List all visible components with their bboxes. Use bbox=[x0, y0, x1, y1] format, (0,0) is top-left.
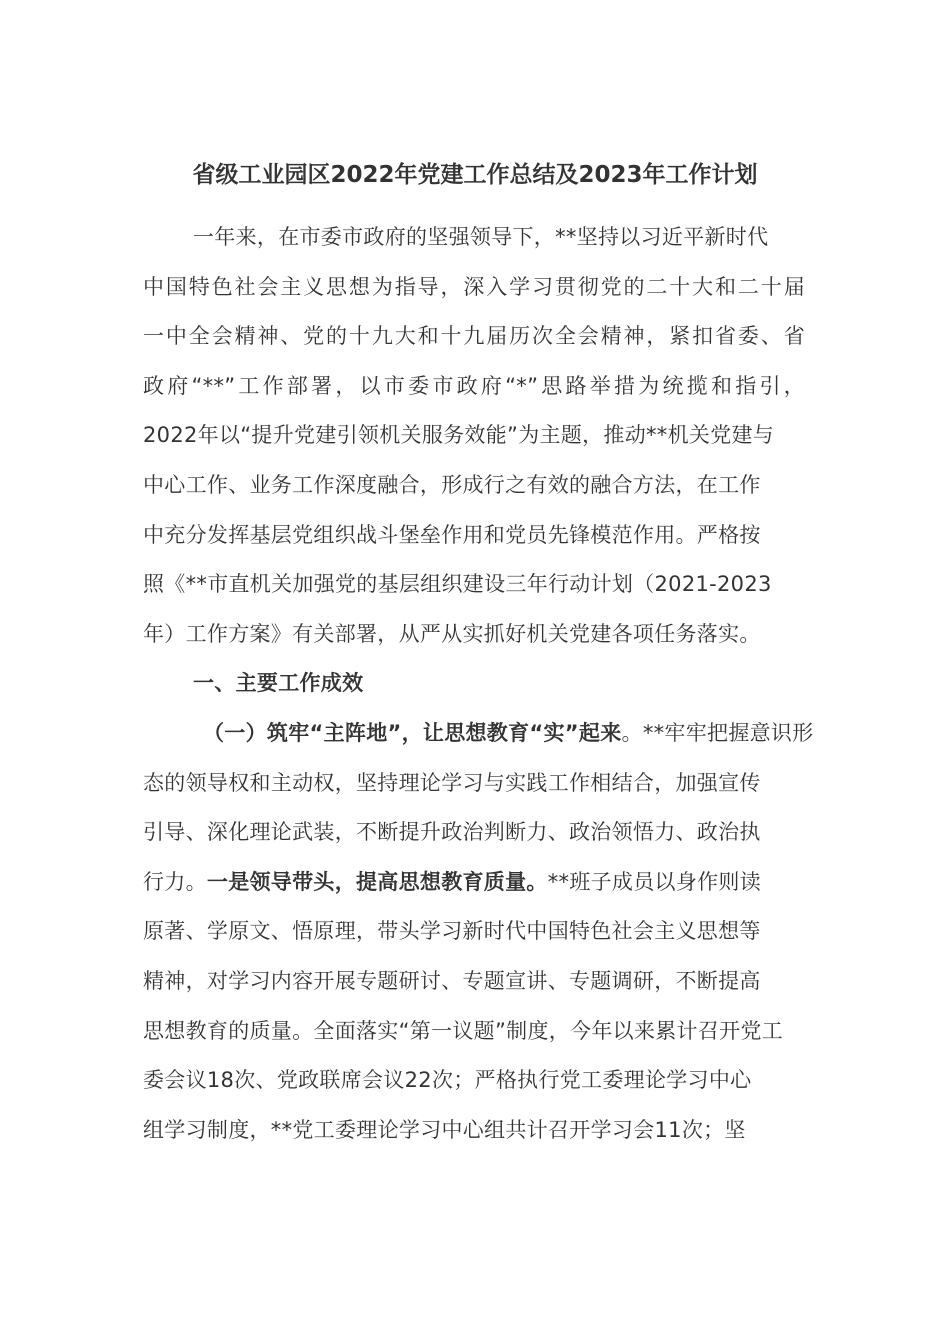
subsection-heading: （一）筑牢“主阵地”，让思想教育“实”起来 bbox=[203, 720, 622, 745]
paragraph-line: 组学习制度，**党工委理论学习中心组共计召开学习会11次；坚 bbox=[143, 1117, 746, 1142]
paragraph-line: 照《**市直机关加强党的基层组织建设三年行动计划（2021-2023 bbox=[143, 572, 772, 597]
paragraph-line: 精神，对学习内容开展专题研讨、专题宣讲、专题调研，不断提高 bbox=[143, 968, 761, 993]
paragraph-line: 2022年以“提升党建引领机关服务效能”为主题，推动**机关党建与 bbox=[143, 423, 775, 448]
paragraph-line: 年）工作方案》有关部署，从严从实抓好机关党建各项任务落实。 bbox=[143, 621, 761, 646]
document-title: 省级工业园区2022年党建工作总结及2023年工作计划 bbox=[192, 162, 758, 188]
subsection-text: 。**牢牢把握意识形 bbox=[621, 720, 814, 745]
paragraph-line bbox=[143, 858, 805, 908]
paragraph-line: 原著、学原文、悟原理，带头学习新时代中国特色社会主义思想等 bbox=[143, 919, 761, 944]
paragraph-line: 委会议18次、党政联席会议22次；严格执行党工委理论学习中心 bbox=[143, 1068, 752, 1093]
section-heading: 一、主要工作成效 bbox=[193, 671, 364, 696]
paragraph-line: 态的领导权和主动权，坚持理论学习与实践工作相结合，加强宣传 bbox=[143, 770, 761, 795]
paragraph-line: 一中全会精神、党的十九大和十九届历次全会精神，紧扣省委、省 bbox=[143, 324, 805, 349]
paragraph-line: 引导、深化理论武装，不断提升政治判断力、政治领悟力、政治执 bbox=[143, 820, 761, 845]
document-body bbox=[143, 213, 814, 1155]
paragraph-line: 中国特色社会主义思想为指导，深入学习贯彻党的二十大和二十届 bbox=[143, 274, 805, 299]
subsection-first-line bbox=[143, 709, 814, 759]
paragraph-line: 中心工作、业务工作深度融合，形成行之有效的融合方法，在工作 bbox=[143, 472, 761, 497]
paragraph-line: 政府“**”工作部署，以市委市政府“*”思路举措为统揽和指引， bbox=[143, 373, 805, 398]
inline-text: **班子成员以身作则读 bbox=[547, 869, 762, 894]
paragraph-line: 中充分发挥基层党组织战斗堡垒作用和党员先锋模范作用。严格按 bbox=[143, 522, 761, 547]
paragraph-line: 思想教育的质量。全面落实“第一议题”制度，今年以来累计召开党工 bbox=[143, 1018, 784, 1043]
paragraph-line: 一年来，在市委市政府的坚强领导下，**坚持以习近平新时代 bbox=[193, 225, 769, 249]
inline-bold-heading: 一是领导带头，提高思想教育质量。 bbox=[206, 869, 548, 894]
inline-text: 行力。 bbox=[143, 869, 207, 894]
